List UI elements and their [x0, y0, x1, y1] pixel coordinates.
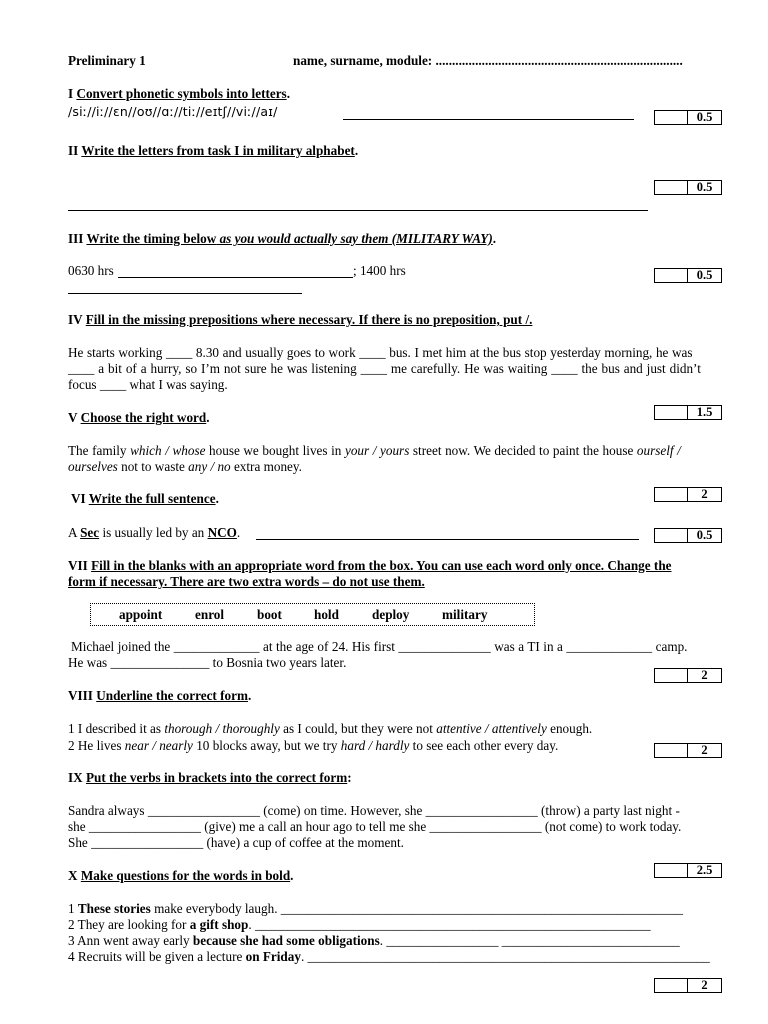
section-2-title-end: .	[354, 143, 359, 158]
score-value: 2	[701, 978, 708, 992]
section-4-number: IV	[68, 312, 86, 327]
section-3-title: Write the timing below	[86, 231, 217, 246]
choice-option[interactable]: ourself /	[636, 443, 681, 458]
item-text: 1	[68, 901, 78, 916]
section-8-title: Underline the correct form	[96, 688, 248, 703]
item-text: 10 blocks away, but we try	[192, 738, 341, 753]
choose-text: house we bought lives in	[205, 443, 345, 458]
section-7-heading-line-2: form if necessary. There are two extra words – do not use them.	[68, 574, 425, 589]
item-text: 2 They are looking for	[68, 917, 190, 932]
score-box-6	[654, 487, 722, 502]
score-box-7	[654, 668, 722, 683]
item-text: . _____________________________________________________________	[300, 949, 710, 964]
section-4-heading	[68, 312, 532, 328]
item-text: to see each other every day.	[409, 738, 559, 753]
section-5-title-end: .	[206, 410, 210, 425]
bold-phrase: a gift shop	[189, 917, 249, 932]
score-box-10	[654, 978, 722, 993]
word-box-item: enrol	[195, 607, 225, 622]
item-text: enough.	[546, 721, 593, 736]
item-text: . ____________________________________________________________	[248, 917, 651, 932]
page-title: Preliminary 1	[68, 53, 146, 68]
question-item-3	[68, 933, 680, 949]
abbreviation-sec: Sec	[80, 525, 100, 540]
gap-fill-line-2: He was _______________ to Bosnia two years later.	[68, 655, 347, 670]
choice-option[interactable]: hard / hardly	[340, 738, 410, 753]
choice-option[interactable]: any / no	[188, 459, 231, 474]
verbs-line-2: she _________________ (give) me a call an hour ago to tell me she _________________ (not come) to work today.	[68, 819, 682, 834]
section-6-heading	[71, 491, 219, 507]
answer-line-1[interactable]	[343, 119, 634, 120]
score-value: 0.5	[696, 268, 713, 282]
section-1-title-end: .	[286, 86, 290, 101]
section-10-heading	[68, 868, 293, 884]
question-item-2	[68, 917, 651, 933]
score-box-2	[654, 180, 722, 195]
word-box	[90, 603, 535, 626]
timing-1-label: 0630 hrs	[68, 263, 114, 278]
underline-item-1	[68, 721, 592, 737]
section-6-title-end: .	[215, 491, 219, 506]
score-box-3	[654, 268, 722, 283]
item-text: . _________________ ___________________________	[379, 933, 680, 948]
prepositions-line-2: ____ a bit of a hurry, so I’m not sure he was listening ____ me carefully. He was waiting ____ the bus and just didn’t	[68, 361, 701, 376]
word-box-item: boot	[257, 607, 282, 622]
phonetic-symbols: /siː//iː//ɛn//oʊ//ɑː//tiː//eɪtʃ//viː//aɪ/	[68, 104, 278, 119]
choice-option[interactable]: attentive / attentively	[436, 721, 547, 736]
item-text: make everybody laugh. _____________________________________________________________	[150, 901, 684, 916]
section-9-heading	[68, 770, 352, 786]
choice-option[interactable]: your / yours	[344, 443, 410, 458]
sentence-text: .	[236, 525, 241, 540]
choice-option[interactable]: near / nearly	[124, 738, 193, 753]
verbs-line-3: She _________________ (have) a cup of coffee at the moment.	[68, 835, 404, 850]
score-value: 2	[701, 668, 708, 682]
section-10-title: Make questions for the words in bold	[80, 868, 291, 883]
score-box-6b	[654, 528, 722, 543]
score-box-1	[654, 110, 722, 125]
score-value: 2	[701, 487, 708, 501]
score-box-8	[654, 743, 722, 758]
section-10-title-end: .	[290, 868, 294, 883]
section-1-number: I	[68, 86, 77, 101]
timing-2-answer-line[interactable]	[68, 293, 302, 294]
word-box-item: appoint	[119, 607, 163, 622]
abbreviation-nco: NCO	[207, 525, 237, 540]
section-7-number: VII	[68, 558, 92, 573]
section-8-title-end: .	[247, 688, 252, 703]
choose-line-1	[68, 443, 681, 459]
section-6-number: VI	[71, 491, 89, 506]
item-text: as I could, but they were not	[279, 721, 437, 736]
timing-1-answer-line[interactable]	[118, 277, 353, 278]
underline-item-2	[68, 738, 558, 754]
bold-phrase: because she had some obligations	[192, 933, 380, 948]
score-value: 0.5	[696, 110, 713, 124]
score-value: 2	[701, 743, 708, 757]
section-10-number: X	[68, 868, 81, 883]
section-8-number: VIII	[68, 688, 97, 703]
section-5-title: Choose the right word	[80, 410, 207, 425]
section-3-number: III	[68, 231, 87, 246]
score-box-9	[654, 863, 722, 878]
full-sentence-prompt	[68, 525, 240, 541]
section-6-title: Write the full sentence	[88, 491, 216, 506]
name-label-text: name, surname, module:	[293, 53, 433, 68]
section-9-number: IX	[68, 770, 86, 785]
item-text: 1 I described it as	[68, 721, 165, 736]
question-item-1	[68, 901, 683, 917]
sentence-text: A	[68, 525, 81, 540]
name-field-dots[interactable]: ...........................................................................	[435, 53, 683, 68]
section-2-number: II	[68, 143, 82, 158]
item-text: 2 He lives	[68, 738, 125, 753]
section-7-heading-line-1	[68, 558, 672, 574]
gap-fill-line-1: Michael joined the _____________ at the age of 24. His first ______________ was a TI in a _____________ camp.	[71, 639, 688, 654]
score-value: 0.5	[696, 180, 713, 194]
score-value: 1.5	[696, 405, 713, 419]
section-4-title: Fill in the missing prepositions where necessary. If there is no preposition, put /.	[85, 312, 533, 327]
word-box-item: hold	[314, 607, 339, 622]
section-2-heading	[68, 143, 358, 159]
bold-phrase: on Friday	[245, 949, 301, 964]
choose-line-2	[68, 459, 302, 475]
bold-phrase: These stories	[77, 901, 151, 916]
section-9-title: Put the verbs in brackets into the correct form	[85, 770, 348, 785]
word-box-item: military	[442, 607, 488, 622]
section-5-number: V	[68, 410, 81, 425]
score-box-5	[654, 405, 722, 420]
section-3-heading	[68, 231, 496, 247]
choice-option[interactable]: thorough / thoroughly	[164, 721, 280, 736]
section-7-title: Fill in the blanks with an appropriate word from the box. You can use each word only once. Change the	[91, 558, 672, 573]
item-text: 3 Ann went away early	[68, 933, 193, 948]
section-3-title-end: .	[492, 231, 497, 246]
choice-option[interactable]: ourselves	[68, 459, 118, 474]
timing-2-label: ; 1400 hrs	[353, 263, 406, 278]
choose-text: extra money.	[230, 459, 302, 474]
verbs-line-1: Sandra always _________________ (come) on time. However, she _________________ (throw) a party last night -	[68, 803, 680, 818]
sentence-text: is usually led by an	[99, 525, 208, 540]
choose-text: not to waste	[117, 459, 189, 474]
prepositions-line-1: He starts working ____ 8.30 and usually goes to work ____ bus. I met him at the bus stop yesterday morning, he was	[68, 345, 693, 360]
score-value: 2.5	[696, 863, 713, 877]
section-1-heading	[68, 86, 290, 102]
full-sentence-answer-line[interactable]	[256, 539, 639, 540]
section-8-heading	[68, 688, 251, 704]
choice-option[interactable]: which / whose	[130, 443, 206, 458]
section-5-heading	[68, 410, 210, 426]
word-box-item: deploy	[372, 607, 410, 622]
prepositions-line-3: focus ____ what I was saying.	[68, 377, 228, 392]
score-value: 0.5	[696, 528, 713, 542]
section-2-title: Write the letters from task I in military alphabet	[81, 143, 355, 158]
section-1-title: Convert phonetic symbols into letters	[76, 86, 287, 101]
name-field-label	[293, 53, 683, 69]
choose-text: street now. We decided to paint the house	[409, 443, 637, 458]
choose-text: The family	[68, 443, 131, 458]
section-3-title-italic: as you would actually say them (MILITARY WAY)	[216, 231, 493, 246]
section-9-title-end: :	[347, 770, 352, 785]
answer-line-2[interactable]	[68, 210, 648, 211]
item-text: 4 Recruits will be given a lecture	[68, 949, 246, 964]
question-item-4	[68, 949, 710, 965]
